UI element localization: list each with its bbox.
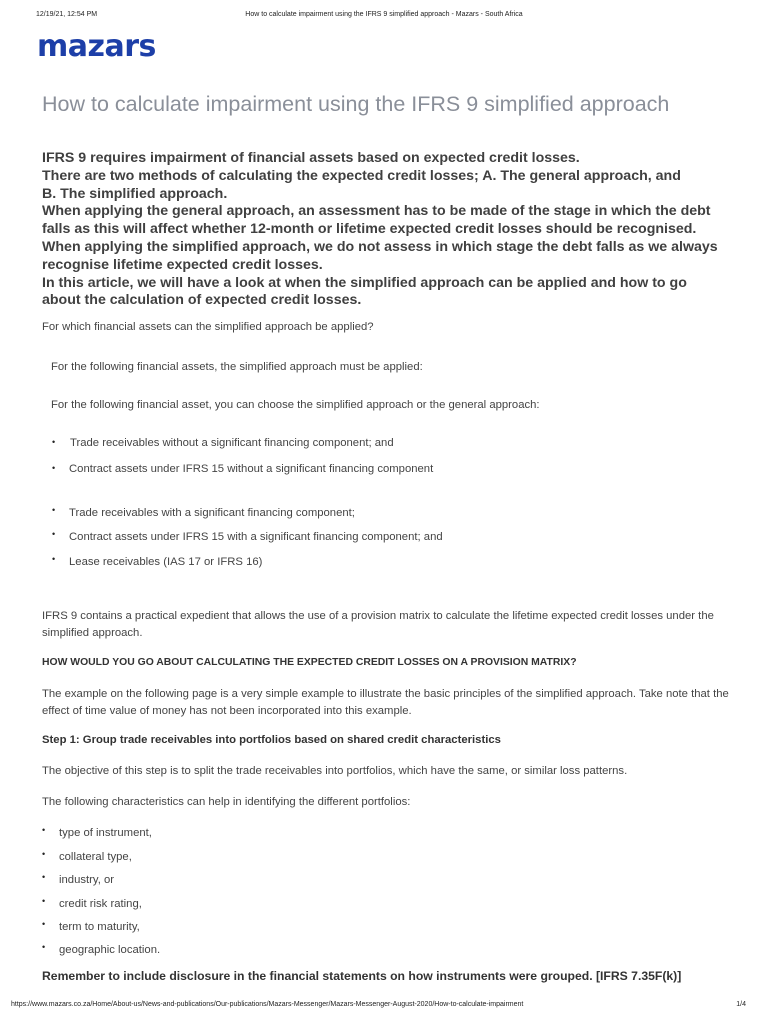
bullet-icon: • <box>42 896 46 906</box>
intro-line: B. The simplified approach. <box>42 185 228 202</box>
intro-line: falls as this will affect whether 12-month or lifetime expected credit losses should be recognised. <box>42 221 697 238</box>
list-item: Contract assets under IFRS 15 without a significant financing component <box>69 463 434 475</box>
list-item: geographic location. <box>59 944 161 956</box>
bullet-icon: • <box>42 919 46 929</box>
bullet-icon: • <box>42 942 46 952</box>
print-url[interactable]: https://www.mazars.co.za/Home/About-us/News-and-publications/Our-publications/Mazars-Messenger/Mazars-Messenger-August-2020/How-to-calculate-impairment <box>11 1001 524 1008</box>
mazars-logo[interactable]: mazars <box>37 29 156 64</box>
intro-line: There are two methods of calculating the expected credit losses; A. The general approach, and <box>42 167 681 184</box>
can-choose-text: For the following financial asset, you can choose the simplified approach or the general approach: <box>51 399 540 411</box>
bullet-icon: • <box>52 505 56 515</box>
characteristics-intro: The following characteristics can help in identifying the different portfolios: <box>42 796 411 808</box>
list-item: type of instrument, <box>59 827 152 839</box>
must-apply-text: For the following financial assets, the simplified approach must be applied: <box>51 361 423 373</box>
question-text: For which financial assets can the simplified approach be applied? <box>42 321 374 333</box>
list-item: term to maturity, <box>59 921 140 933</box>
disclosure-reminder: Remember to include disclosure in the financial statements on how instruments were grouped. [IFRS 7.35F(k)] <box>42 969 682 983</box>
intro-line: recognise lifetime expected credit losses. <box>42 256 323 273</box>
bullet-icon: • <box>52 463 56 473</box>
objective-text: The objective of this step is to split the trade receivables into portfolios, which have the same, or similar loss patterns. <box>42 765 628 777</box>
bullet-icon: • <box>42 872 46 882</box>
print-datetime: 12/19/21, 12:54 PM <box>36 11 98 18</box>
list-item: collateral type, <box>59 851 132 863</box>
intro-line: about the calculation of expected credit losses. <box>42 292 362 309</box>
page-number: 1/4 <box>736 1001 746 1008</box>
article-intro <box>42 150 742 310</box>
list-item: industry, or <box>59 874 115 886</box>
provision-matrix-heading: HOW WOULD YOU GO ABOUT CALCULATING THE EXPECTED CREDIT LOSSES ON A PROVISION MATRIX? <box>42 657 577 668</box>
intro-line: In this article, we will have a look at when the simplified approach can be applied and how to go <box>42 274 687 291</box>
print-page-title: How to calculate impairment using the IFRS 9 simplified approach - Mazars - South Africa <box>245 11 523 18</box>
bullet-icon: • <box>42 849 46 859</box>
expedient-paragraph: IFRS 9 contains a practical expedient that allows the use of a provision matrix to calculate the lifetime expected credit losses under the simplified approach. <box>42 610 714 639</box>
bullet-icon: • <box>52 437 56 447</box>
intro-line: When applying the simplified approach, we do not assess in which stage the debt falls as we always <box>42 238 718 255</box>
intro-line: IFRS 9 requires impairment of financial assets based on expected credit losses. <box>42 150 580 166</box>
article-title: How to calculate impairment using the IFRS 9 simplified approach <box>42 92 670 116</box>
list-item: Trade receivables without a significant financing component; and <box>70 437 394 449</box>
bullet-icon: • <box>42 825 46 835</box>
step-1-heading: Step 1: Group trade receivables into portfolios based on shared credit characteristics <box>42 734 501 746</box>
intro-line: When applying the general approach, an assessment has to be made of the stage in which the debt <box>42 203 711 220</box>
list-item: Trade receivables with a significant financing component; <box>69 507 355 519</box>
example-paragraph: The example on the following page is a very simple example to illustrate the basic principles of the simplified approach. Take note that the effect of time value of money has not been incorporated into this example. <box>42 688 729 717</box>
list-item: Contract assets under IFRS 15 with a significant financing component; and <box>69 531 443 543</box>
list-item: credit risk rating, <box>59 898 142 910</box>
list-item: Lease receivables (IAS 17 or IFRS 16) <box>69 556 263 568</box>
bullet-icon: • <box>52 529 56 539</box>
bullet-icon: • <box>52 554 56 564</box>
